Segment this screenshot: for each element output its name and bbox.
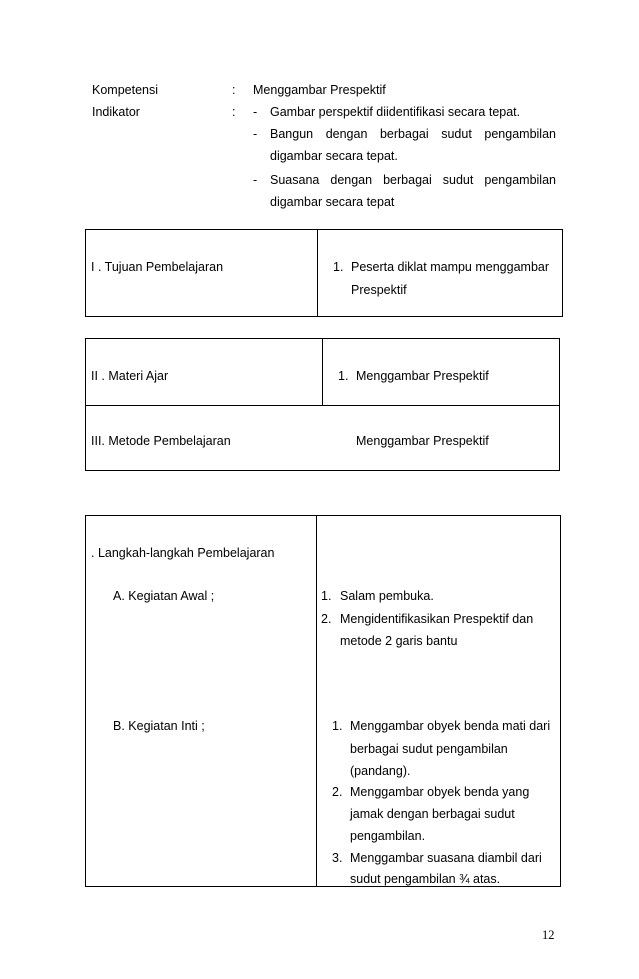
- tujuan-item-line2: Prespektif: [351, 283, 407, 297]
- word: pengambilan: [484, 127, 556, 141]
- metode-value: Menggambar Prespektif: [356, 434, 489, 448]
- inti-item-1-line3: (pandang).: [350, 764, 411, 778]
- indikator-dash-2: -: [253, 127, 258, 141]
- metode-label: III. Metode Pembelajaran: [91, 434, 231, 448]
- materi-col-divider: [322, 338, 323, 405]
- inti-item-3-num: 3.: [332, 851, 343, 865]
- inti-item-3-line2: sudut pengambilan ¾ atas.: [350, 872, 501, 886]
- page-number: 12: [542, 928, 555, 942]
- langkah-divider: [316, 515, 317, 887]
- inti-item-2-line1: Menggambar obyek benda yang: [350, 785, 530, 799]
- materi-item-num: 1.: [338, 369, 349, 383]
- indikator-item-1: Gambar perspektif diidentifikasi secara tepat.: [270, 105, 521, 119]
- kompetensi-value: Menggambar Prespektif: [253, 83, 386, 97]
- indikator-item-2-line1: [270, 127, 556, 141]
- indikator-dash-3: -: [253, 173, 258, 187]
- materi-label: II . Materi Ajar: [91, 369, 169, 383]
- inti-item-2-num: 2.: [332, 785, 343, 799]
- materi-item-text: Menggambar Prespektif: [356, 369, 489, 383]
- awal-item-2-line1: Mengidentifikasikan Prespektif dan: [340, 612, 534, 626]
- indikator-item-2-line2: digambar secara tepat.: [270, 149, 398, 163]
- langkah-label: . Langkah-langkah Pembelajaran: [91, 546, 275, 560]
- indikator-dash-1: -: [253, 105, 258, 119]
- awal-item-2-num: 2.: [321, 612, 332, 626]
- tujuan-item-num: 1.: [333, 260, 344, 274]
- word: berbagai: [379, 127, 429, 141]
- word: pengambilan: [484, 173, 556, 187]
- word: dengan: [330, 173, 373, 187]
- word: dengan: [325, 127, 368, 141]
- inti-item-1-line1: Menggambar obyek benda mati dari: [350, 719, 551, 733]
- materi-metode-row-divider: [85, 405, 560, 406]
- inti-item-1-line2: berbagai sudut pengambilan: [350, 742, 508, 756]
- tujuan-item-line1: Peserta diklat mampu menggambar: [351, 260, 550, 274]
- awal-item-1-num: 1.: [321, 589, 332, 603]
- indikator-label: Indikator: [92, 105, 140, 119]
- kompetensi-colon: :: [232, 83, 236, 97]
- awal-item-1-line1: Salam pembuka.: [340, 589, 434, 603]
- tujuan-divider: [317, 229, 318, 317]
- word: sudut: [442, 173, 474, 187]
- inti-item-3-line1: Menggambar suasana diambil dari: [350, 851, 542, 865]
- kompetensi-label: Kompetensi: [92, 83, 159, 97]
- word: sudut: [441, 127, 472, 141]
- word: Bangun: [270, 127, 314, 141]
- awal-item-2-line2: metode 2 garis bantu: [340, 634, 458, 648]
- tujuan-label: I . Tujuan Pembelajaran: [91, 260, 224, 274]
- inti-item-2-line3: pengambilan.: [350, 829, 426, 843]
- inti-item-1-num: 1.: [332, 719, 343, 733]
- indikator-colon: :: [232, 105, 236, 119]
- indikator-item-3-line1: [270, 173, 556, 187]
- inti-item-2-line2: jamak dengan berbagai sudut: [350, 807, 515, 821]
- word: Suasana: [270, 173, 320, 187]
- langkah-table: [85, 515, 561, 887]
- word: berbagai: [383, 173, 432, 187]
- kegiatan-awal-label: A. Kegiatan Awal ;: [113, 589, 215, 603]
- kegiatan-inti-label: B. Kegiatan Inti ;: [113, 719, 205, 733]
- indikator-item-3-line2: digambar secara tepat: [270, 195, 395, 209]
